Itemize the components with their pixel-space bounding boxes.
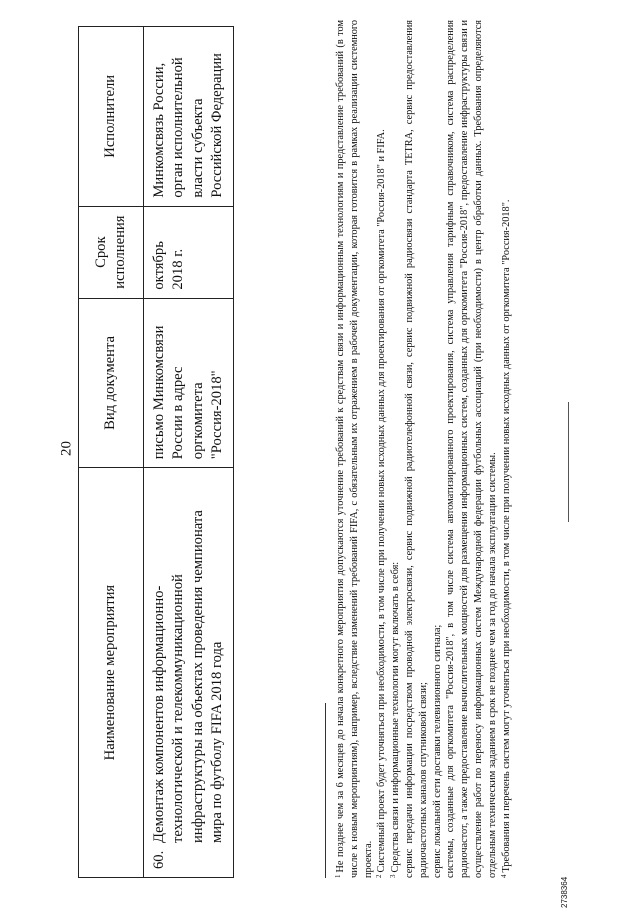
event-name: Демонтаж компонентов информационно-технологической и телекоммуникационной инфраструктуры на объектах проведения чемпионата мира по футболу FIFA 2018 года (151, 510, 225, 843)
footnote-mark: 4 (499, 874, 508, 878)
footnote-mark: 1 (334, 874, 342, 878)
footnote-continuation (403, 20, 431, 878)
doc-type-cell: письмо Минкомсвязи России в адрес оргкомитета "Россия-2018" (144, 298, 234, 468)
footnotes (334, 20, 513, 878)
footnote-text: Средства связи и информационные технологии могут включать в себя: (390, 561, 402, 873)
footnote-separator (325, 703, 326, 878)
events-table (78, 26, 234, 878)
row-number: 60. (151, 850, 167, 869)
footnote-text: Системный проект будет уточняться при необходимости, в том числе при получении новых исходных данных для проектирования от оргкомитета "Россия-2018" и FIFA. (376, 129, 388, 873)
footnote-continuation (444, 20, 499, 878)
document-id: 2738364 (560, 876, 569, 908)
footnote-mark: 2 (375, 874, 384, 878)
footnote-mark: 3 (389, 874, 398, 878)
header-executors: Исполнители (79, 27, 144, 207)
footnote (334, 20, 375, 878)
footnote (500, 20, 514, 878)
footnote (389, 20, 403, 878)
header-deadline: Срок исполнения (79, 206, 144, 298)
rotated-page-content (60, 2, 580, 908)
table-header-row (79, 27, 144, 878)
header-doc-type: Вид документа (79, 298, 144, 468)
event-name-cell (144, 468, 234, 878)
table-row (144, 27, 234, 878)
executors-cell: Минкомсвязь России, орган исполнительной власти субъекта Российской Федерации (144, 27, 234, 207)
footnote (375, 20, 389, 878)
header-event-name: Наименование мероприятия (79, 468, 144, 878)
footnote-text: системы, созданные для оргкомитета "Россия-2018", в том числе система автоматизированного проектирования, система управления тарифным справочником, система распределения радиочастот, а также предоставление вычислительных мощностей для размещения информационных систем, созданных для оргкомитета "Россия-2018", предоставление инфраструктуры связи и осуществление работ по переносу информационных систем Международной федерации футбольных ассоциаций (при необходимости) в центр обработки данных. Требования определяются отдельным техническим заданием в срок не позднее чем за год до начала эксплуатации системы. (445, 20, 498, 878)
footnote-text: сервис локальной сети доставки телевизионного сигнала; (431, 624, 443, 878)
deadline-cell: октябрь 2018 г. (144, 206, 234, 298)
footnote-text: сервис передачи информации посредством проводной электросвязи, сервис подвижной радиотелефонной связи, сервис подвижной радиосвязи стандарта TETRA, сервис предоставления радиочастотных каналов спутниковой связи; (403, 20, 429, 878)
page-number: 20 (58, 441, 75, 456)
footnote-text: Требования и перечень систем могут уточняться при необходимости, в том числе при получении новых исходных данных от оргкомитета "Россия-2018". (500, 199, 512, 873)
footnote-text: Не позднее чем за 6 месяцев до начала конкретного мероприятия допускаются уточнение требований к средствам связи и информационным технологиям и представление требований (в том числе к новым мероприятиям), например, вследствие изменений требований FIFA, с обязательным их отражением в рабочей документации, которая готовится в рамках реализации системного проекта. (335, 20, 374, 878)
end-separator (568, 402, 569, 522)
footnote-continuation (431, 20, 445, 878)
